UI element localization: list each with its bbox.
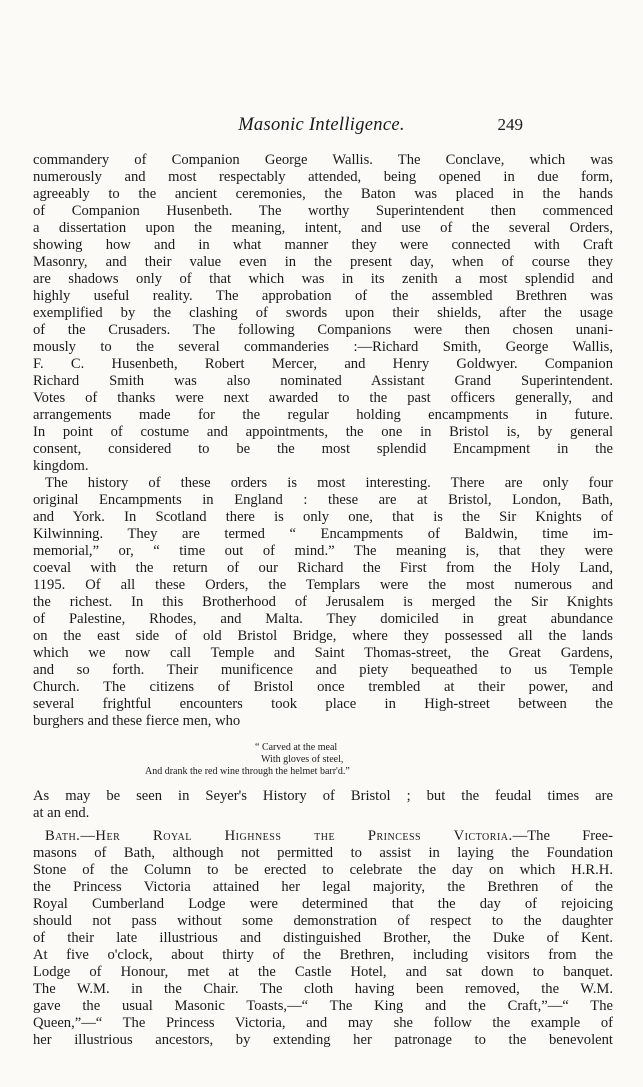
text-line: F. C. Husenbeth, Robert Mercer, and Henry Goldwyer. Companion (33, 356, 613, 372)
paragraph-conclave (33, 152, 613, 475)
text-line: Royal Cumberland Lodge were determined that the day of rejoicing (33, 896, 613, 912)
text-line: kingdom. (33, 458, 89, 474)
text-line: the richest. In this Brotherhood of Jerusalem is merged the Sir Knights (33, 594, 613, 610)
text-line: highly useful reality. The approbation of the assembled Brethren was (33, 288, 613, 304)
text-line: of Companion Husenbeth. The worthy Superintendent then commenced (33, 203, 613, 219)
running-title: Masonic Intelligence. (238, 115, 405, 135)
text-line: Lodge of Honour, met at the Castle Hotel, and sat down to banquet. (33, 964, 613, 980)
text-line: her illustrious ancestors, by extending her patronage to the benevolent (33, 1032, 613, 1048)
text-line: consent, considered to be the most splendid Encampment in the (33, 441, 613, 457)
text-line: on the east side of old Bristol Bridge, where they possessed all the lands (33, 628, 613, 644)
text-line: which we now call Temple and Saint Thomas-street, the Great Gardens, (33, 645, 613, 661)
verse-line: And drank the red wine through the helmet barr'd.” (145, 766, 350, 777)
text-line: 1195. Of all these Orders, the Templars were the most numerous and (33, 577, 613, 593)
text-line: arrangements made for the regular holding encampments in future. (33, 407, 613, 423)
text-line: of their late illustrious and distinguished Brother, the Duke of Kent. (33, 930, 613, 946)
text-line: agreeably to the ancient ceremonies, the Baton was placed in the hands (33, 186, 613, 202)
text-line: commandery of Companion George Wallis. The Conclave, which was (33, 152, 613, 168)
page-body (33, 152, 613, 1049)
text-line: a dissertation upon the meaning, intent, and use of the several Orders, (33, 220, 613, 236)
text-line: original Encampments in England : these are at Bristol, London, Bath, (33, 492, 613, 508)
text-line: showing how and in what manner they were connected with Craft (33, 237, 613, 253)
text-line: and so forth. Their munificence and piety bequeathed to us Temple (33, 662, 613, 678)
text-line: Church. The citizens of Bristol once trembled at their power, and (33, 679, 613, 695)
verse-line: With gloves of steel, (261, 754, 344, 765)
text-line: Queen,”—“ The Princess Victoria, and may she follow the example of (33, 1015, 613, 1031)
text-line: exemplified by the clashing of swords upon their shields, after the usage (33, 305, 613, 321)
text-line: of Palestine, Rhodes, and Malta. They domiciled in great abundance (33, 611, 613, 627)
text-line: burghers and these fierce men, who (33, 713, 241, 729)
text-line: mously to the several commanderies :—Richard Smith, George Wallis, (33, 339, 613, 355)
text-line: masons of Bath, although not permitted to assist in laying the Foundation (33, 845, 613, 861)
text-line: and York. In Scotland there is only one, that is the Sir Knights of (33, 509, 613, 525)
text-line: are shadows only of that which was in its zenith a most splendid and (33, 271, 613, 287)
text-line: Kilwinning. They are termed “ Encampments of Baldwin, time im- (33, 526, 613, 542)
page-header (0, 115, 643, 139)
text-line: Votes of thanks were next awarded to the past officers generally, and (33, 390, 613, 406)
paragraph-seyer (33, 788, 613, 822)
text-line: The W.M. in the Chair. The cloth having been removed, the W.M. (33, 981, 613, 997)
text-line: The history of these orders is most interesting. There are only four (45, 475, 613, 491)
text-line: memorial,” or, “ time out of mind.” The meaning is, that they were (33, 543, 613, 559)
text-line: At five o'clock, about thirty of the Brethren, including visitors from the (33, 947, 613, 963)
text-line: coeval with the return of our Richard the First from the Holy Land, (33, 560, 613, 576)
paragraph-orders-history (33, 475, 613, 730)
text-line: Stone of the Column to be erected to celebrate the day on which H.R.H. (33, 862, 613, 878)
text-line (33, 828, 613, 845)
text-line: Richard Smith was also nominated Assistant Grand Superintendent. (33, 373, 613, 389)
text-line: should not pass without some demonstration of respect to the daughter (33, 913, 613, 929)
text-run: —The Free- (512, 828, 613, 844)
text-line: of the Crusaders. The following Companions were then chosen unani- (33, 322, 613, 338)
page-number: 249 (497, 115, 523, 134)
text-line: Masonry, and their value even in the present day, when of course they (33, 254, 613, 270)
text-line: As may be seen in Seyer's History of Bristol ; but the feudal times are (33, 788, 613, 804)
section-heading: Bath.—Her Royal Highness the Princess Victoria. (45, 828, 513, 844)
text-line: numerously and most respectably attended, being opened in due form, (33, 169, 613, 185)
text-line: In point of costume and appointments, the one in Bristol is, by general (33, 424, 613, 440)
text-line: at an end. (33, 805, 90, 821)
text-line: gave the usual Masonic Toasts,—“ The King and the Craft,”—“ The (33, 998, 613, 1014)
text-line: several frightful encounters took place in High-street between the (33, 696, 613, 712)
verse-line: “ Carved at the meal (255, 742, 338, 753)
text-line: the Princess Victoria attained her legal majority, the Brethren of the (33, 879, 613, 895)
paragraph-bath (33, 828, 613, 1049)
verse-quotation (33, 742, 613, 778)
